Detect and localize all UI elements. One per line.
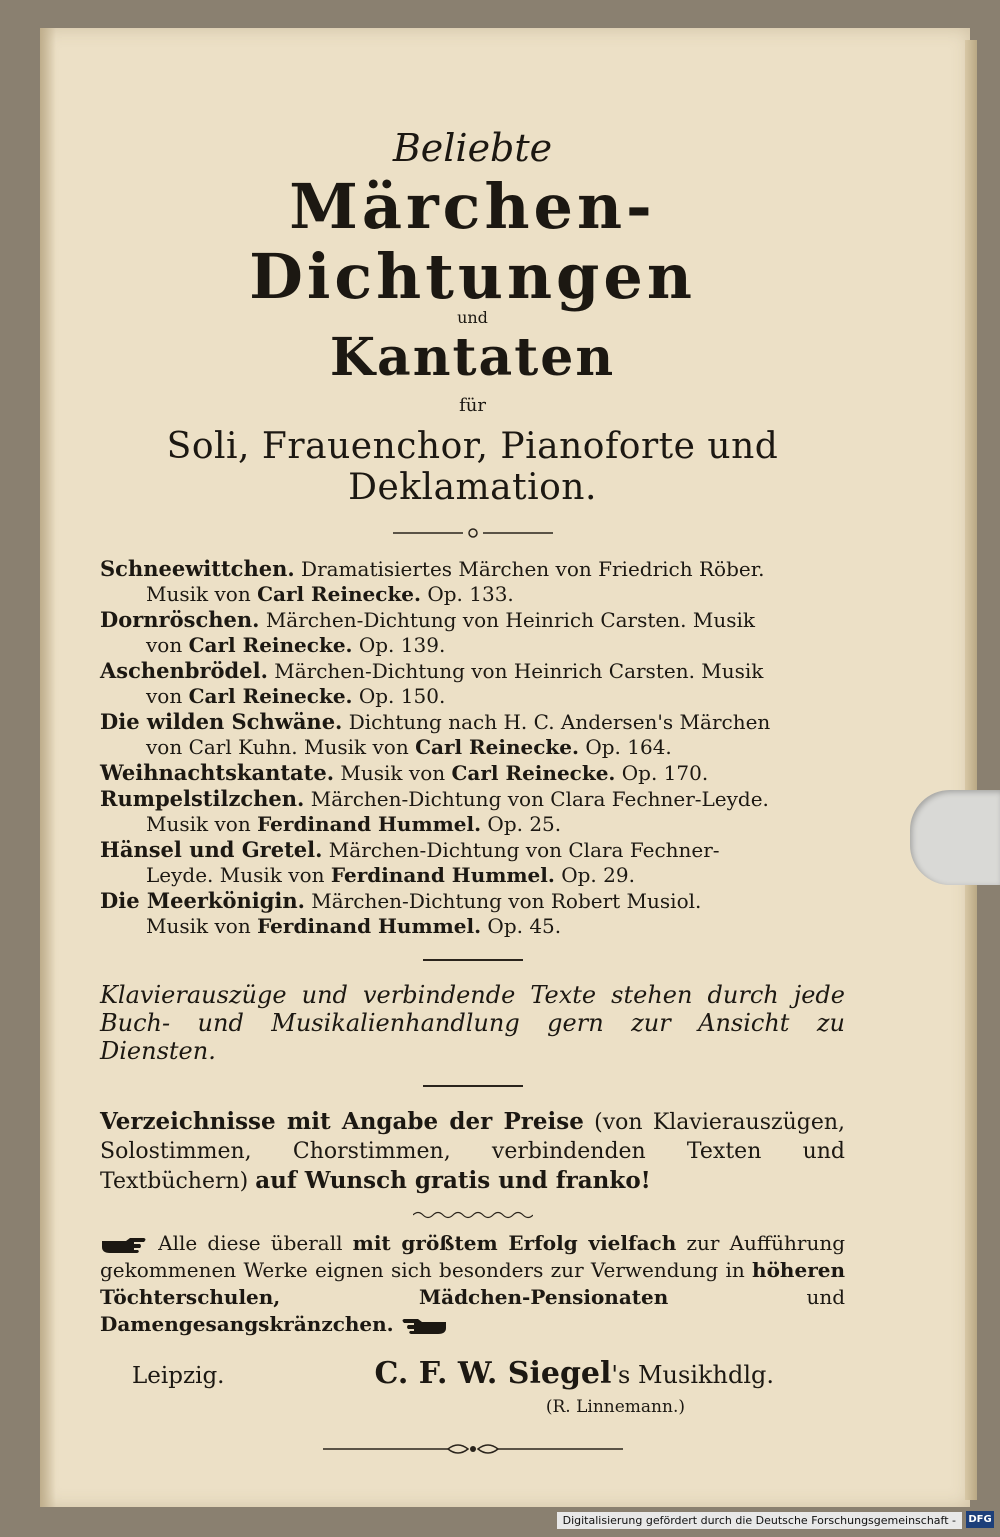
work-description: Märchen-Dichtung von Heinrich Carsten. Musik bbox=[274, 659, 764, 683]
work-opus: Op. 170. bbox=[621, 761, 709, 785]
work-composer: Carl Reinecke. bbox=[188, 633, 353, 657]
verzeichnis-bold-tail: auf Wunsch gratis und franko! bbox=[255, 1167, 651, 1194]
work-opus: Op. 164. bbox=[585, 735, 672, 759]
work-item bbox=[100, 786, 845, 837]
work-description-cont: von bbox=[146, 684, 183, 708]
section-rule bbox=[423, 1085, 523, 1087]
work-title: Aschenbrödel. bbox=[100, 658, 268, 683]
work-description: Märchen-Dichtung von Clara Fechner-Leyde. bbox=[310, 787, 769, 811]
work-title: Rumpelstilzchen. bbox=[100, 786, 305, 811]
work-composer: Ferdinand Hummel. bbox=[330, 863, 555, 887]
work-item bbox=[100, 888, 845, 939]
klavier-notice: Klavierauszüge und verbindende Texte stehen durch jede Buch- und Musikalienhandlung gern zur Ansicht zu Diensten. bbox=[100, 981, 845, 1065]
heading-kantaten: Kantaten bbox=[329, 327, 616, 388]
work-composer: Ferdinand Hummel. bbox=[257, 914, 482, 938]
heading-fuer: für bbox=[459, 395, 486, 416]
recommendation-paragraph bbox=[100, 1230, 845, 1338]
pointing-hand-left-icon bbox=[400, 1316, 448, 1336]
work-description-cont: Musik von bbox=[146, 812, 251, 836]
work-item bbox=[100, 607, 845, 658]
verzeichnis-bold-lead: Verzeichnisse mit Angabe der Preise bbox=[100, 1108, 584, 1135]
ornament-divider bbox=[393, 526, 553, 540]
work-description-cont: Musik von bbox=[146, 914, 251, 938]
alle-bold-1: mit größtem Erfolg vielfach bbox=[352, 1231, 677, 1255]
work-composer: Carl Reinecke. bbox=[188, 684, 353, 708]
work-item bbox=[100, 837, 845, 888]
page-binding bbox=[40, 28, 56, 1508]
works-list bbox=[100, 556, 845, 939]
publisher-name-rest: 's Musikhdlg. bbox=[611, 1361, 775, 1389]
city-name: Leipzig. bbox=[132, 1363, 225, 1389]
work-description: Dramatisiertes Märchen von Friedrich Röber. bbox=[301, 557, 765, 581]
heading-subtitle: Soli, Frauenchor, Pianoforte und Deklamation. bbox=[166, 426, 779, 508]
work-item bbox=[100, 709, 845, 760]
work-item bbox=[100, 556, 845, 607]
work-composer: Carl Reinecke. bbox=[257, 582, 421, 606]
work-opus: Op. 150. bbox=[358, 684, 446, 708]
verzeichnis-details: (von Klavierauszügen, Solostimmen, Chorstimmen, verbindenden Texten und Textbüchern) bbox=[100, 1110, 846, 1194]
work-description-cont: von bbox=[146, 633, 183, 657]
work-opus: Op. 133. bbox=[427, 582, 514, 606]
work-title: Schneewittchen. bbox=[100, 556, 295, 581]
work-composer: Carl Reinecke. bbox=[451, 761, 616, 785]
work-description-cont: Leyde. Musik von bbox=[146, 863, 325, 887]
wavy-divider bbox=[413, 1210, 533, 1220]
work-description: Märchen-Dichtung von Robert Musiol. bbox=[311, 889, 702, 913]
work-opus: Op. 139. bbox=[358, 633, 446, 657]
work-title: Hänsel und Gretel. bbox=[100, 837, 323, 862]
work-description-cont: Musik von bbox=[146, 582, 251, 606]
work-opus: Op. 29. bbox=[561, 863, 635, 887]
heading-und: und bbox=[457, 308, 488, 327]
work-title: Die wilden Schwäne. bbox=[100, 709, 343, 734]
work-title: Weihnachtskantate. bbox=[100, 760, 335, 785]
alle-text-2: zur Aufführung gekommenen Werke eignen sich besonders zur Verwendung in bbox=[100, 1231, 846, 1282]
funding-notice: Digitalisierung gefördert durch die Deutsche Forschungsgemeinschaft - bbox=[557, 1512, 962, 1529]
verzeichnis-notice bbox=[100, 1107, 845, 1196]
work-item bbox=[100, 760, 845, 786]
page-edge bbox=[965, 40, 977, 1500]
heading-maerchen-dichtungen: Märchen-Dichtungen bbox=[249, 170, 696, 313]
heading-beliebte: Beliebte bbox=[392, 126, 553, 170]
ornament-footer bbox=[323, 1439, 623, 1459]
work-title: Die Meerkönigin. bbox=[100, 888, 305, 913]
work-description: Musik von bbox=[340, 761, 446, 785]
signature-row bbox=[100, 1356, 845, 1391]
work-description: Märchen-Dichtung von Clara Fechner- bbox=[328, 838, 720, 862]
alle-text-1: Alle diese überall bbox=[158, 1231, 343, 1255]
alle-bold-2: höheren Töchterschulen, Mädchen-Pensionaten bbox=[100, 1258, 845, 1309]
work-item bbox=[100, 658, 845, 709]
pointing-hand-icon bbox=[100, 1235, 148, 1255]
work-title: Dornröschen. bbox=[100, 607, 260, 632]
publisher-name-bold: C. F. W. Siegel bbox=[374, 1356, 612, 1391]
work-opus: Op. 25. bbox=[487, 812, 562, 836]
alle-text-3: und bbox=[806, 1285, 846, 1309]
work-opus: Op. 45. bbox=[487, 914, 562, 938]
alle-bold-3: Damengesangskränzchen. bbox=[100, 1312, 394, 1336]
work-composer: Carl Reinecke. bbox=[415, 735, 579, 759]
section-rule bbox=[423, 959, 523, 961]
dfg-logo: DFG bbox=[966, 1511, 994, 1528]
work-description: Märchen-Dichtung von Heinrich Carsten. Musik bbox=[265, 608, 755, 632]
work-composer: Ferdinand Hummel. bbox=[257, 812, 482, 836]
bookmark-clip bbox=[910, 790, 1000, 885]
publisher-name bbox=[374, 1356, 774, 1391]
work-description: Dichtung nach H. C. Andersen's Märchen bbox=[348, 710, 771, 734]
page-content bbox=[100, 120, 845, 1459]
publisher-owner: (R. Linnemann.) bbox=[545, 1397, 685, 1417]
work-description-cont: von Carl Kuhn. Musik von bbox=[146, 735, 409, 759]
